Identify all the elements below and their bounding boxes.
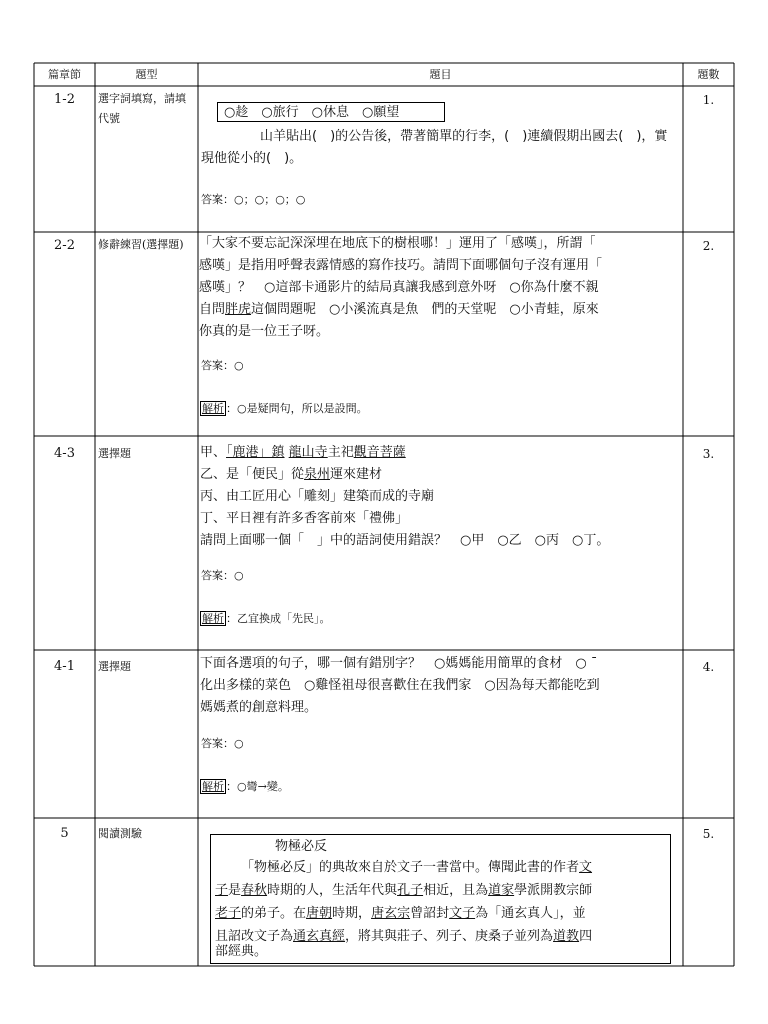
row3-analysis	[200, 608, 670, 630]
row4-analysis-text: ：○彎→變。	[226, 780, 289, 793]
row3-number: 3.	[702, 447, 715, 461]
row3-l1-place: 「鹿港」鎮	[226, 445, 285, 460]
row2-question-line5: 你真的是一位王子呀。	[199, 324, 330, 339]
row1-question: 山羊貼出( )的公告後，帶著簡單的行李，( )連續假期出國去( )，實現他從小的( )。	[201, 129, 668, 166]
row5-type: 閱讀測驗	[98, 827, 142, 840]
row1-section: 1-2	[54, 92, 75, 107]
row2-q4-c: 這個問題呢 ○小溪流真是魚 們的天堂呢 ○小青蛙，原來	[251, 302, 599, 317]
row3-analysis-text: ：乙宜換成「先民」。	[226, 612, 331, 625]
header-count: 題數	[697, 68, 720, 81]
analysis-label: 解析	[202, 402, 224, 415]
row3-l1-verb: 主祀	[327, 445, 354, 460]
passage-line3	[215, 903, 667, 925]
row4-number: 4.	[702, 660, 715, 674]
passage-l3-h: 為「通玄真人」，並	[475, 906, 586, 921]
row3-l2-c: 運來建材	[330, 467, 383, 482]
passage-l3-d: 時期，	[332, 906, 372, 921]
row4-type: 選擇題	[98, 660, 131, 673]
passage-line1	[215, 857, 693, 879]
row3-l2-place: 泉州	[304, 467, 331, 482]
analysis-label: 解析	[202, 780, 224, 793]
passage-l4-e: 四	[579, 929, 593, 944]
row3-l1-prefix: 甲、	[200, 445, 227, 460]
row2-section: 2-2	[54, 238, 75, 253]
passage-l3-dynasty: 唐朝	[306, 906, 333, 921]
row3-l1-temple: 龍山寺	[288, 445, 328, 460]
row3-line3: 丙、由工匠用心「雕刻」建築而成的寺廟	[200, 489, 435, 504]
passage-l3-wenzi: 文子	[449, 906, 476, 921]
row4-line3: 媽媽煮的創意料理。	[200, 700, 318, 715]
passage-line5: 部經典。	[215, 944, 268, 959]
passage-l2-d: 時期的人，生活年代與	[267, 883, 398, 898]
passage-l3-laozi: 老子	[215, 906, 242, 921]
passage-l2-confucius: 孔子	[397, 883, 424, 898]
header-type: 題型	[135, 68, 158, 81]
row3-section: 4-3	[54, 446, 75, 461]
row1-answer: 答案：○；○；○；○	[201, 193, 306, 206]
row3-line4: 丁、平日裡有許多香客前來「禮佛」	[200, 511, 409, 526]
row2-analysis-text: ：○是疑問句，所以是設問。	[226, 402, 368, 415]
passage-l2-school: 道家	[488, 883, 515, 898]
row5-section: 5	[60, 826, 69, 841]
row3-type: 選擇題	[98, 447, 131, 460]
row2-question-line4	[199, 299, 683, 321]
passage-l1-a: 「物極必反」的典故來自於文子一書當中。傳聞此書的作者	[241, 860, 580, 875]
row1-type: 選字詞填寫，請填代號	[98, 92, 186, 125]
analysis-label: 解析	[202, 612, 224, 625]
reading-passage-box	[210, 834, 671, 964]
row4-line2: 化出多樣的菜色 ○雞怪祖母很喜歡住在我們家 ○因為每天都能吃到	[200, 678, 600, 693]
passage-l4-book: 通玄真經	[293, 929, 346, 944]
row2-question-line3: 感嘆」？ ○這部卡通影片的結局真讓我感到意外呀 ○你為什麼不親	[199, 280, 599, 295]
passage-l4-c: ，將其與莊子、列子、庚桑子並列為	[345, 929, 554, 944]
header-content: 題目	[429, 68, 452, 81]
row3-l2-a: 乙、是「便民」從	[200, 467, 305, 482]
row3-line2	[200, 464, 680, 486]
row1-options-box: ○趁 ○旅行 ○休息 ○願望	[217, 102, 445, 122]
row4-line1: 下面各選項的句子，哪一個有錯別字？ ○媽媽能用簡單的食材 ○ ˉ	[200, 656, 598, 671]
passage-l4-a: 且詔改文子為	[215, 929, 294, 944]
row2-question-line2: 感嘆」是指用呼聲表露情感的寫作技巧。請問下面哪個句子沒有運用「	[199, 258, 603, 273]
passage-l2-h: 學派開教宗師	[514, 883, 593, 898]
passage-l1-name: 文	[579, 860, 593, 875]
row3-answer: 答案：○	[201, 569, 244, 582]
passage-l2-a: 子	[215, 883, 229, 898]
row2-number: 2.	[702, 239, 715, 253]
passage-l3-f: 曾詔封	[410, 906, 450, 921]
row3-line1	[200, 442, 680, 464]
row4-analysis	[200, 776, 670, 798]
row2-q4-name: 胖虎	[225, 302, 252, 317]
row4-section: 4-1	[54, 659, 75, 674]
passage-l2-era: 春秋	[241, 883, 268, 898]
passage-l3-b: 的弟子。在	[241, 906, 307, 921]
passage-line2	[215, 880, 667, 902]
passage-l4-daoism: 道教	[553, 929, 580, 944]
passage-title: 物極必反	[275, 839, 328, 854]
row2-analysis	[200, 398, 670, 420]
row5-number: 5.	[702, 827, 715, 841]
row1-number: 1.	[702, 93, 715, 107]
row2-question-line1: 「大家不要忘記深深埋在地底下的樹根哪！」運用了「感嘆」，所謂「	[199, 236, 596, 251]
header-chapter: 篇章節	[48, 68, 81, 81]
passage-l2-b: 是	[228, 883, 242, 898]
row2-q4-a: 自問	[199, 302, 226, 317]
passage-l2-f: 相近，且為	[423, 883, 489, 898]
row3-l1-deity: 觀音菩薩	[353, 445, 406, 460]
passage-l3-emperor: 唐玄宗	[371, 906, 411, 921]
row2-answer: 答案：○	[201, 359, 244, 372]
row2-type: 修辭練習(選擇題)	[98, 238, 184, 251]
row3-line5: 請問上面哪一個「 」中的語詞使用錯誤？ ○甲 ○乙 ○丙 ○丁。	[200, 533, 610, 548]
row4-answer: 答案：○	[201, 737, 244, 750]
